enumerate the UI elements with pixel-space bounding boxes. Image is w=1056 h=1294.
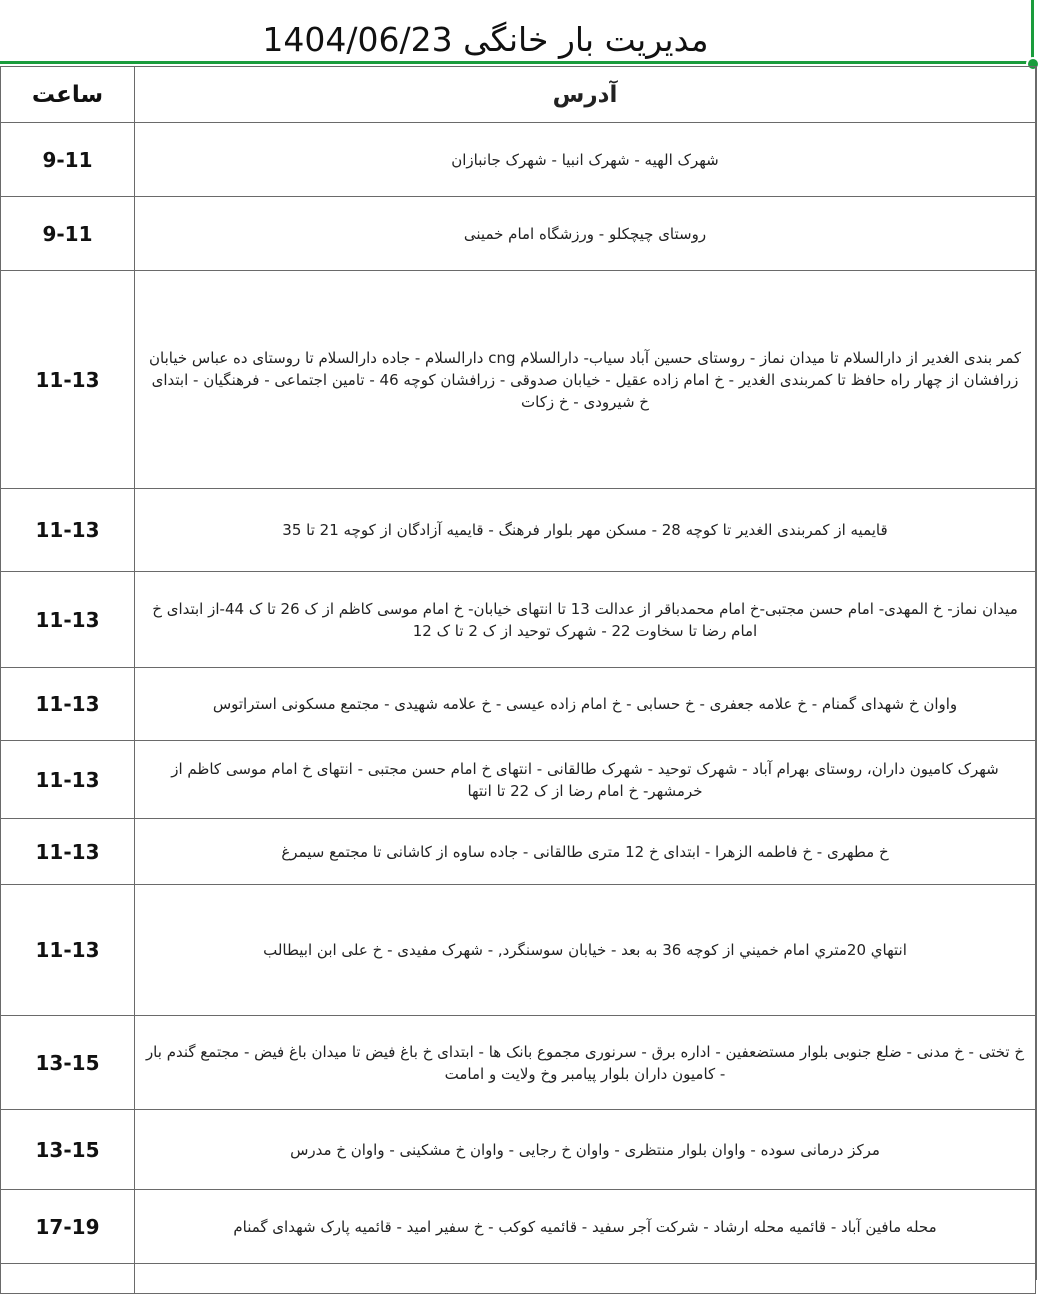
address-cell[interactable]: روستای چیچکلو - ورزشگاه امام خمینی	[135, 197, 1036, 271]
address-cell[interactable]: انتهاي 20متري امام خميني از كوچه 36 به بعد - خيابان سوسنگرد, - شهرک مفیدی - خ علی ابن ابیطالب	[135, 885, 1036, 1016]
table-row	[1, 885, 1036, 1016]
time-cell-empty[interactable]	[1, 1264, 135, 1294]
time-cell[interactable]: 9-11	[1, 197, 135, 271]
address-cell[interactable]: واوان خ شهدای گمنام - خ علامه جعفری - خ حسابی - خ امام زاده عیسی - خ علامه شهیدی - مجتمع مسکونی استراتوس	[135, 668, 1036, 741]
next-column-edge	[1036, 66, 1056, 1280]
address-cell[interactable]: خ تختی - خ مدنی - ضلع جنوبی بلوار مستضعفین - اداره برق - سرنوری مجموع بانک ها - ابتدای خ باغ فیض تا میدان باغ فیض - مجتمع گندم بار - کامیون داران بلوار پیامبر وخ ولایت و امامت	[135, 1016, 1036, 1110]
title-cell[interactable]	[0, 0, 1034, 64]
table-row	[1, 271, 1036, 489]
table-row-empty	[1, 1264, 1036, 1294]
time-cell[interactable]: 9-11	[1, 123, 135, 197]
address-cell[interactable]: کمر بندی الغدیر از دارالسلام تا میدان نماز - روستای حسین آباد سیاب- دارالسلام cng دارالسلام - جاده دارالسلام تا روستای ده عباس خیابان زرافشان از چهار راه حافظ تا کمربندی الغدیر - خ امام زاده عقیل - خیابان صدوقی - زرافشان کوچه 46 - تامین اجتماعی - فرهنگیان - ابتدای خ شیرودی - خ زکات	[135, 271, 1036, 489]
table-row	[1, 1110, 1036, 1190]
table-row	[1, 741, 1036, 819]
table-row	[1, 1190, 1036, 1264]
address-cell[interactable]: قایمیه از کمربندی الغدیر تا کوچه 28 - مسکن مهر بلوار فرهنگ - قایمیه آزادگان از کوچه 21 تا 35	[135, 489, 1036, 572]
time-cell[interactable]: 17-19	[1, 1190, 135, 1264]
address-cell[interactable]: مرکز درمانی سوده - واوان بلوار منتظری - واوان خ رجایی - واوان خ مشکینی - واوان خ مدرس	[135, 1110, 1036, 1190]
time-cell[interactable]: 11-13	[1, 668, 135, 741]
table-row	[1, 489, 1036, 572]
time-cell[interactable]: 11-13	[1, 572, 135, 668]
header-address[interactable]: آدرس	[135, 67, 1036, 123]
time-cell[interactable]: 11-13	[1, 489, 135, 572]
table-row	[1, 572, 1036, 668]
time-cell[interactable]: 13-15	[1, 1016, 135, 1110]
table-row	[1, 668, 1036, 741]
header-time[interactable]: ساعت	[1, 67, 135, 123]
table-row	[1, 819, 1036, 885]
table-row	[1, 197, 1036, 271]
schedule-table	[0, 66, 1036, 1294]
address-cell[interactable]: میدان نماز- خ المهدی- امام حسن مجتبی-خ امام محمدباقر از عدالت 13 تا انتهای خیابان- خ امام موسی کاظم از ک 26 تا ک 44-از ابتدای خ امام رضا تا سخاوت 22 - شهرک توحید از ک 2 تا ک 12	[135, 572, 1036, 668]
table-row	[1, 1016, 1036, 1110]
time-cell[interactable]: 11-13	[1, 885, 135, 1016]
header-row	[1, 67, 1036, 123]
time-cell[interactable]: 13-15	[1, 1110, 135, 1190]
address-cell[interactable]: شهرک الهیه - شهرک انبیا - شهرک جانبازان	[135, 123, 1036, 197]
time-cell[interactable]: 11-13	[1, 741, 135, 819]
time-cell[interactable]: 11-13	[1, 819, 135, 885]
address-cell[interactable]: محله مافین آباد - قائمیه محله ارشاد - شرکت آجر سفید - قائمیه کوکب - خ سفیر امید - قائمیه پارک شهدای گمنام	[135, 1190, 1036, 1264]
address-cell-empty[interactable]	[135, 1264, 1036, 1294]
table-row	[1, 123, 1036, 197]
address-cell[interactable]: خ مطهری - خ فاطمه الزهرا - ابتدای خ 12 متری طالقانی - جاده ساوه از کاشانی تا مجتمع سیمرغ	[135, 819, 1036, 885]
time-cell[interactable]: 11-13	[1, 271, 135, 489]
page-title: مدیریت بار خانگی 1404/06/23	[262, 20, 709, 59]
address-cell[interactable]: شهرک کامیون داران، روستای بهرام آباد - شهرک توحید - شهرک طالقانی - انتهای خ امام حسن مجتبی - انتهای خ امام موسی کاظم از خرمشهر- خ امام رضا از ک 22 تا انتها	[135, 741, 1036, 819]
